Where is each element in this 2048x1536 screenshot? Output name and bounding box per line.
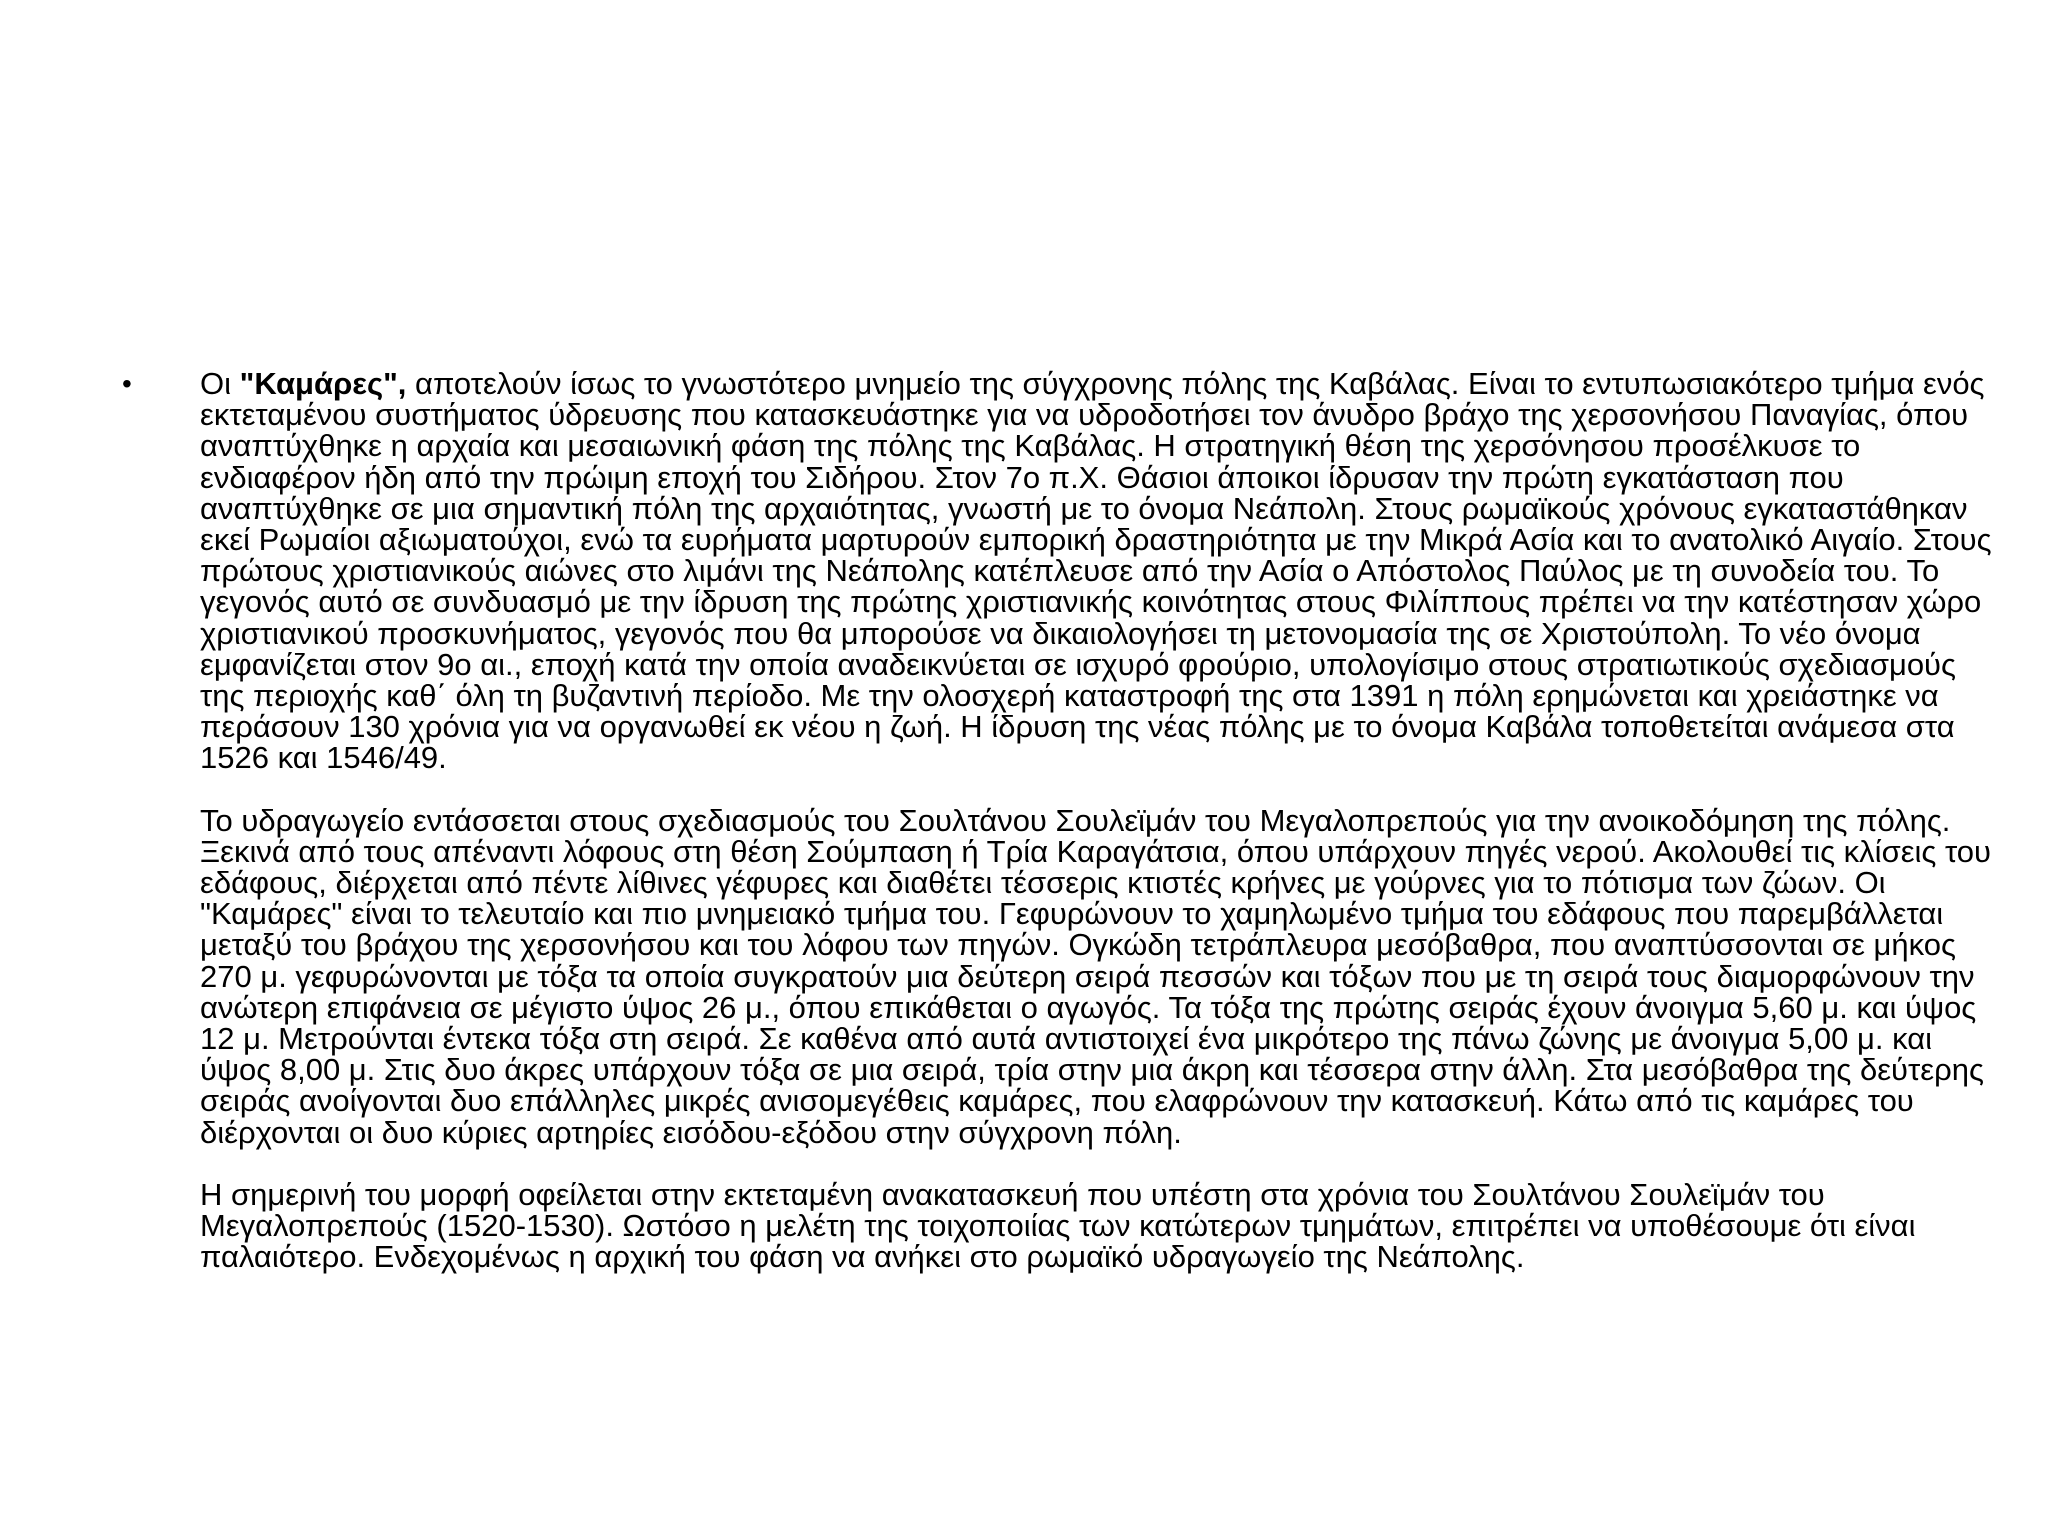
- paragraph-reconstruction: Η σημερινή του μορφή οφείλεται στην εκτεταμένη ανακατασκευή που υπέστη στα χρόνια του Σουλτάνου Σουλεϊμάν του Μεγαλοπρεπούς (1520-1530). Ωστόσο η μελέτη της τοιχοποιίας των κατώτερων τμημάτων, επιτρέπει να υποθέσουμε ότι είναι παλαιότερο. Ενδεχομένως η αρχική του φάση να ανήκει στο ρωμαϊκό υδραγωγείο της Νεάπολης.: [200, 1176, 1916, 1275]
- slide-content: [122, 366, 2002, 1275]
- paragraph-aqueduct: Το υδραγωγείο εντάσσεται στους σχεδιασμούς του Σουλτάνου Σουλεϊμάν του Μεγαλοπρεπούς για την ανοικοδόμηση της πόλης. Ξεκινά από τους απέναντι λόφους στη θέση Σούμπαση ή Τρία Καραγάτσια, όπου υπάρχουν πηγές νερού. Ακολουθεί τις κλίσεις του εδάφους, διέρχεται από πέντε λίθινες γέφυρες και διαθέτει τέσσερις κτιστές κρήνες με γούρνες για το πότισμα των ζώων. Οι "Καμάρες" είναι το τελευταίο και πιο μνημειακό τμήμα του. Γεφυρώνουν το χαμηλωμένο τμήμα του εδάφους που παρεμβάλλεται μεταξύ του βράχου της χερσονήσου και του λόφου των πηγών. Ογκώδη τετράπλευρα μεσόβαθρα, που αναπτύσσονται σε μήκος 270 μ. γεφυρώνονται με τόξα τα οποία συγκρατούν μια δεύτερη σειρά πεσσών και τόξων που με τη σειρά τους διαμορφώνουν την ανώτερη επιφάνεια σε μέγιστο ύψος 26 μ., όπου επικάθεται ο αγωγός. Τα τόξα της πρώτης σειράς έχουν άνοιγμα 5,60 μ. και ύψος 12 μ. Μετρούνται έντεκα τόξα στη σειρά. Σε καθένα από αυτά αντιστοιχεί ένα μικρότερο της πάνω ζώνης με άνοιγμα 5,00 μ. και ύψος 8,00 μ. Στις δυο άκρες υπάρχουν τόξα σε μια σειρά, τρία στην μια άκρη και τέσσερα στην άλλη. Στα μεσόβαθρα της δεύτερης σειράς ανοίγονται δυο επάλληλες μικρές ανισομεγέθεις καμάρες, που ελαφρώνουν την κατασκευή. Κάτω από τις καμάρες του διέρχονται οι δυο κύριες αρτηρίες εισόδου-εξόδου στην σύγχρονη πόλη.: [200, 802, 1991, 1150]
- intro-lead: Οι: [200, 366, 240, 401]
- bullet-item: [122, 366, 2002, 1275]
- bullet-marker: •: [122, 368, 132, 399]
- paragraph-intro: [200, 368, 2002, 774]
- kamares-highlight: "Καμάρες",: [239, 366, 407, 401]
- intro-rest: αποτελούν ίσως το γνωστότερο μνημείο της σύγχρονης πόλης της Καβάλας. Είναι το εντυπωσιακότερο τμήμα ενός εκτεταμένου συστήματος ύδρευσης που κατασκευάστηκε για να υδροδοτήσει τον άνυδρο βράχο της χερσονήσου Παναγίας, όπου αναπτύχθηκε η αρχαία και μεσαιωνική φάση της πόλης της Καβάλας. Η στρατηγική θέση της χερσόνησου προσέλκυσε το ενδιαφέρον ήδη από την πρώιμη εποχή του Σιδήρου. Στον 7ο π.Χ. Θάσιοι άποικοι ίδρυσαν την πρώτη εγκατάσταση που αναπτύχθηκε σε μια σημαντική πόλη της αρχαιότητας, γνωστή με το όνομα Νεάπολη. Στους ρωμαϊκούς χρόνους εγκαταστάθηκαν εκεί Ρωμαίοι αξιωματούχοι, ενώ τα ευρήματα μαρτυρούν εμπορική δραστηριότητα με την Μικρά Ασία και το ανατολικό Αιγαίο. Στους πρώτους χριστιανικούς αιώνες στο λιμάνι της Νεάπολης κατέπλευσε από την Ασία ο Απόστολος Παύλος με τη συνοδεία του. Το γεγονός αυτό σε συνδυασμό με την ίδρυση της πρώτης χριστιανικής κοινότητας στους Φιλίππους πρέπει να την κατέστησαν χώρο χριστιανικού προσκυνήματος, γεγονός που θα μπορούσε να δικαιολογήσει τη μετονομασία της σε Χριστούπολη. Το νέο όνομα εμφανίζεται στον 9ο αι., εποχή κατά την οποία αναδεικνύεται σε ισχυρό φρούριο, υπολογίσιμο στους στρατιωτικούς σχεδιασμούς της περιοχής καθ΄ όλη τη βυζαντινή περίοδο. Με την ολοσχερή καταστροφή της στα 1391 η πόλη ερημώνεται και χρειάστηκε να περάσουν 130 χρόνια για να οργανωθεί εκ νέου η ζωή. Η ίδρυση της νέας πόλης με το όνομα Καβάλα τοποθετείται ανάμεσα στα 1526 και 1546/49.: [200, 366, 1992, 776]
